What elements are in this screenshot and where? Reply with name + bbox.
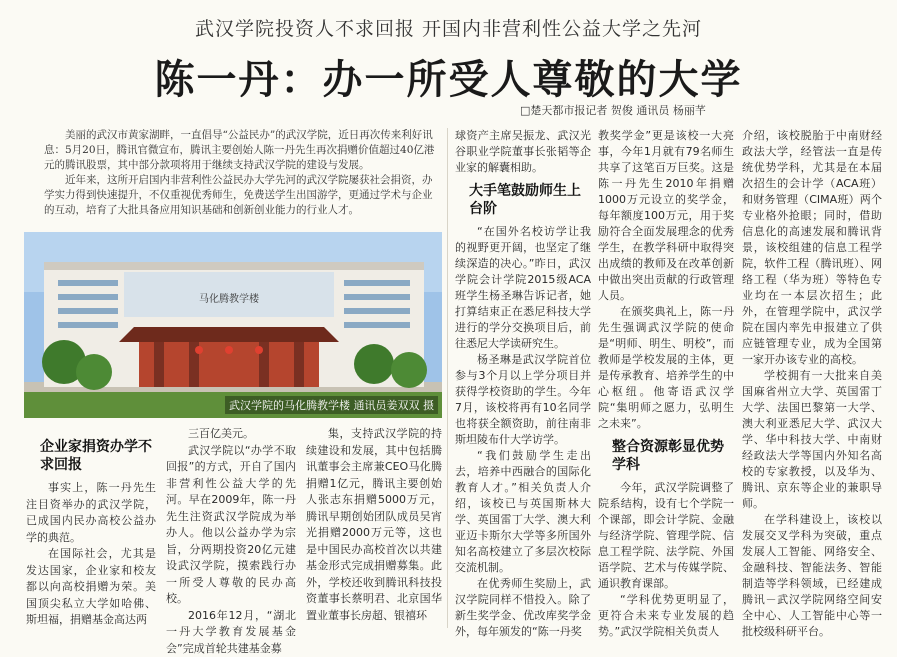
- lead-para-1: 美丽的武汉市黄家湖畔，一直倡导“公益民办”的武汉学院，近日再次传来利好讯息：5月20日，腾讯官微宣布，腾讯主要创始人陈一丹先生再次捐赠价值超过40亿港元的腾讯股票，其中部分款项将用于继续支持武汉学院的建设与发展。: [44, 128, 440, 173]
- col5-para-2: 在颁奖典礼上，陈一丹先生强调武汉学院的使命是“明师、明生、明校”，而教师是学校发展的主体，更是传承教育、培养学生的中心枢纽。他寄语武汉学院“集明师之愿力，弘明生之未来”。: [598, 304, 734, 432]
- col5-para-4: “学科优势更明显了，更符合未来专业发展的趋势。”武汉学院相关负责人: [598, 592, 734, 640]
- col4-para-2: 杨圣琳是武汉学院首位参与3个月以上学分项目并获得学校资助的学生。今年7月，该校将再有10名同学也将获全额资助，前往南非斯坦陵布什大学访学。: [455, 352, 591, 448]
- col4-intro: 球资产主席吴振龙、武汉光谷职业学院董事长张韬等企业家的解囊相助。: [455, 128, 591, 176]
- section-heading-2: 大手笔鼓励师生上台阶: [455, 182, 591, 218]
- section-heading-3: 整合资源彰显优势学科: [598, 438, 734, 474]
- col6-para-2: 学校拥有一大批来自美国麻省州立大学、英国雷丁大学、法国巴黎第一大学、澳大利亚悉尼大学、武汉大学、华中科技大学、中南财经政法大学等国内外知名高校的专家教授，以及华为、腾讯、京东等企业的兼职导师。: [742, 368, 882, 512]
- column-3: [306, 426, 442, 624]
- col6-para-1: 介绍，该校脱胎于中南财经政法大学，经管法一直是传统优势学科，尤其是在本届次招生的会计学（ACA班）和财务管理（CIMA班）两个专业格外抢眼；同时，借助信息化的高速发展和腾讯背景，该校组建的信息工程学院，软件工程（腾讯班）、网络工程（华为班）等特色专业均在一本层次招生；此外，在管理学院中，武汉学院在国内率先申报建立了供应链管理专业，成为全国第一家开办该专业的高校。: [742, 128, 882, 368]
- column-2: [166, 426, 296, 657]
- photo-caption: 武汉学院的马化腾教学楼 通讯员姜双双 摄: [225, 396, 438, 414]
- building-illustration: [24, 232, 442, 418]
- col5-para-3: 今年，武汉学院调整了院系结构，设有七个学院一个课部，即会计学院、金融与经济学院、管理学院、信息工程学院、法学院、外国语学院、艺术与传媒学院、通识教育课部。: [598, 480, 734, 592]
- col2-para-3: 2016年12月，“湖北一丹大学教育发展基金会”完成首轮共建基金募: [166, 608, 296, 657]
- col2-para-1: 三百亿美元。: [166, 426, 296, 443]
- column-6: [742, 128, 882, 640]
- building-photo: [24, 232, 442, 418]
- byline: □楚天都市报记者 贺俊 通讯员 杨丽芊: [520, 102, 706, 118]
- col2-para-2: 武汉学院以“办学不取回报”的方式，开自了国内非营利性公益大学的先河。早在2009年，陈一丹先生注资武汉学院成为举办人。他以公益办学为宗旨，分两期投资20亿元建设武汉学院，摸索践行办一所受人尊敬的民办高校。: [166, 443, 296, 608]
- col4-para-3: “我们鼓励学生走出去，培养中西融合的国际化教育人才。”相关负责人介绍，该校已与英国斯林大学、英国雷丁大学、澳大利亚迈卡斯尔大学等多所国外知名高校建立了多层次校际交流机制。: [455, 448, 591, 576]
- column-1: [26, 432, 156, 629]
- lead-para-2: 近年来，这所开启国内非营利性公益民办大学先河的武汉学院屡获社会捐资，办学实力得到快速提升，不仅重视优秀师生，免费送学生出国游学，更通过学术与企业的互动，培育了大批具备应用知识基础和创新创业能力的行业人才。: [44, 173, 440, 218]
- col4-para-4: 在优秀师生奖励上，武汉学院同样不惜投入。除了新生奖学金、优改库奖学金外，每年颁发的“陈一丹奖: [455, 576, 591, 640]
- col1-para-2: 在国际社会，尤其是发达国家，企业家和校友都以向高校捐赠为荣。美国顶尖私立大学如哈佛、斯坦福，捐赠基金高达两: [26, 546, 156, 629]
- kicker-headline: 武汉学院投资人不求回报 开国内非营利性公益大学之先河: [0, 14, 897, 41]
- lead-paragraph: [44, 128, 440, 218]
- col6-para-3: 在学科建设上，该校以发展交叉学科为突破，重点发展人工智能、网络安全、金融科技、智能法务、智能制造等学科领域，已经建成腾讯－武汉学院网络空间安全中心、人工智能中心等一批校级科研平台。: [742, 512, 882, 640]
- col4-para-1: “在国外名校访学让我的视野更开阔，也坚定了继续深造的决心。”昨日，武汉学院会计学院2015级ACA班学生杨圣琳告诉记者，她打算结束正在悉尼科技大学进行的学分交换项目后，前往悉尼大学读研究生。: [455, 224, 591, 352]
- column-4: [455, 128, 591, 640]
- page-title: 陈一丹：办一所受人尊敬的大学: [0, 48, 897, 105]
- column-5: [598, 128, 734, 640]
- building-sign: 马化腾教学楼: [199, 292, 260, 305]
- section-heading-1: 企业家捐资办学不求回报: [26, 438, 156, 474]
- col3-para-1: 集，支持武汉学院的持续建设和发展，其中包括腾讯董事会主席兼CEO马化腾捐赠1亿元，腾讯主要创始人张志东捐赠5000万元，腾讯早期创始团队成员吴宵光捐赠2000万元等，这也是中国民办高校首次以共建基金形式完成捐赠募集。此外，学校还收到腾讯科技投资董事长蔡明君、北京国华置业董事长房超、银禧环: [306, 426, 442, 624]
- col1-para-1: 事实上，陈一丹先生注目资举办的武汉学院，已成国内民办高校公益办学的典范。: [26, 480, 156, 546]
- col5-para-1: 教奖学金”更是该校一大亮事，今年1月就有79名师生共享了这笔百万巨奖。这是陈一丹先生2010年捐赠1000万元设立的奖学金，每年额度100万元，用于奖励符合全面发展理念的优秀学生，在教学科研中取得突出成绩的教师及在改革创新中做出突出贡献的行政管理人员。: [598, 128, 734, 304]
- column-divider: [447, 128, 448, 628]
